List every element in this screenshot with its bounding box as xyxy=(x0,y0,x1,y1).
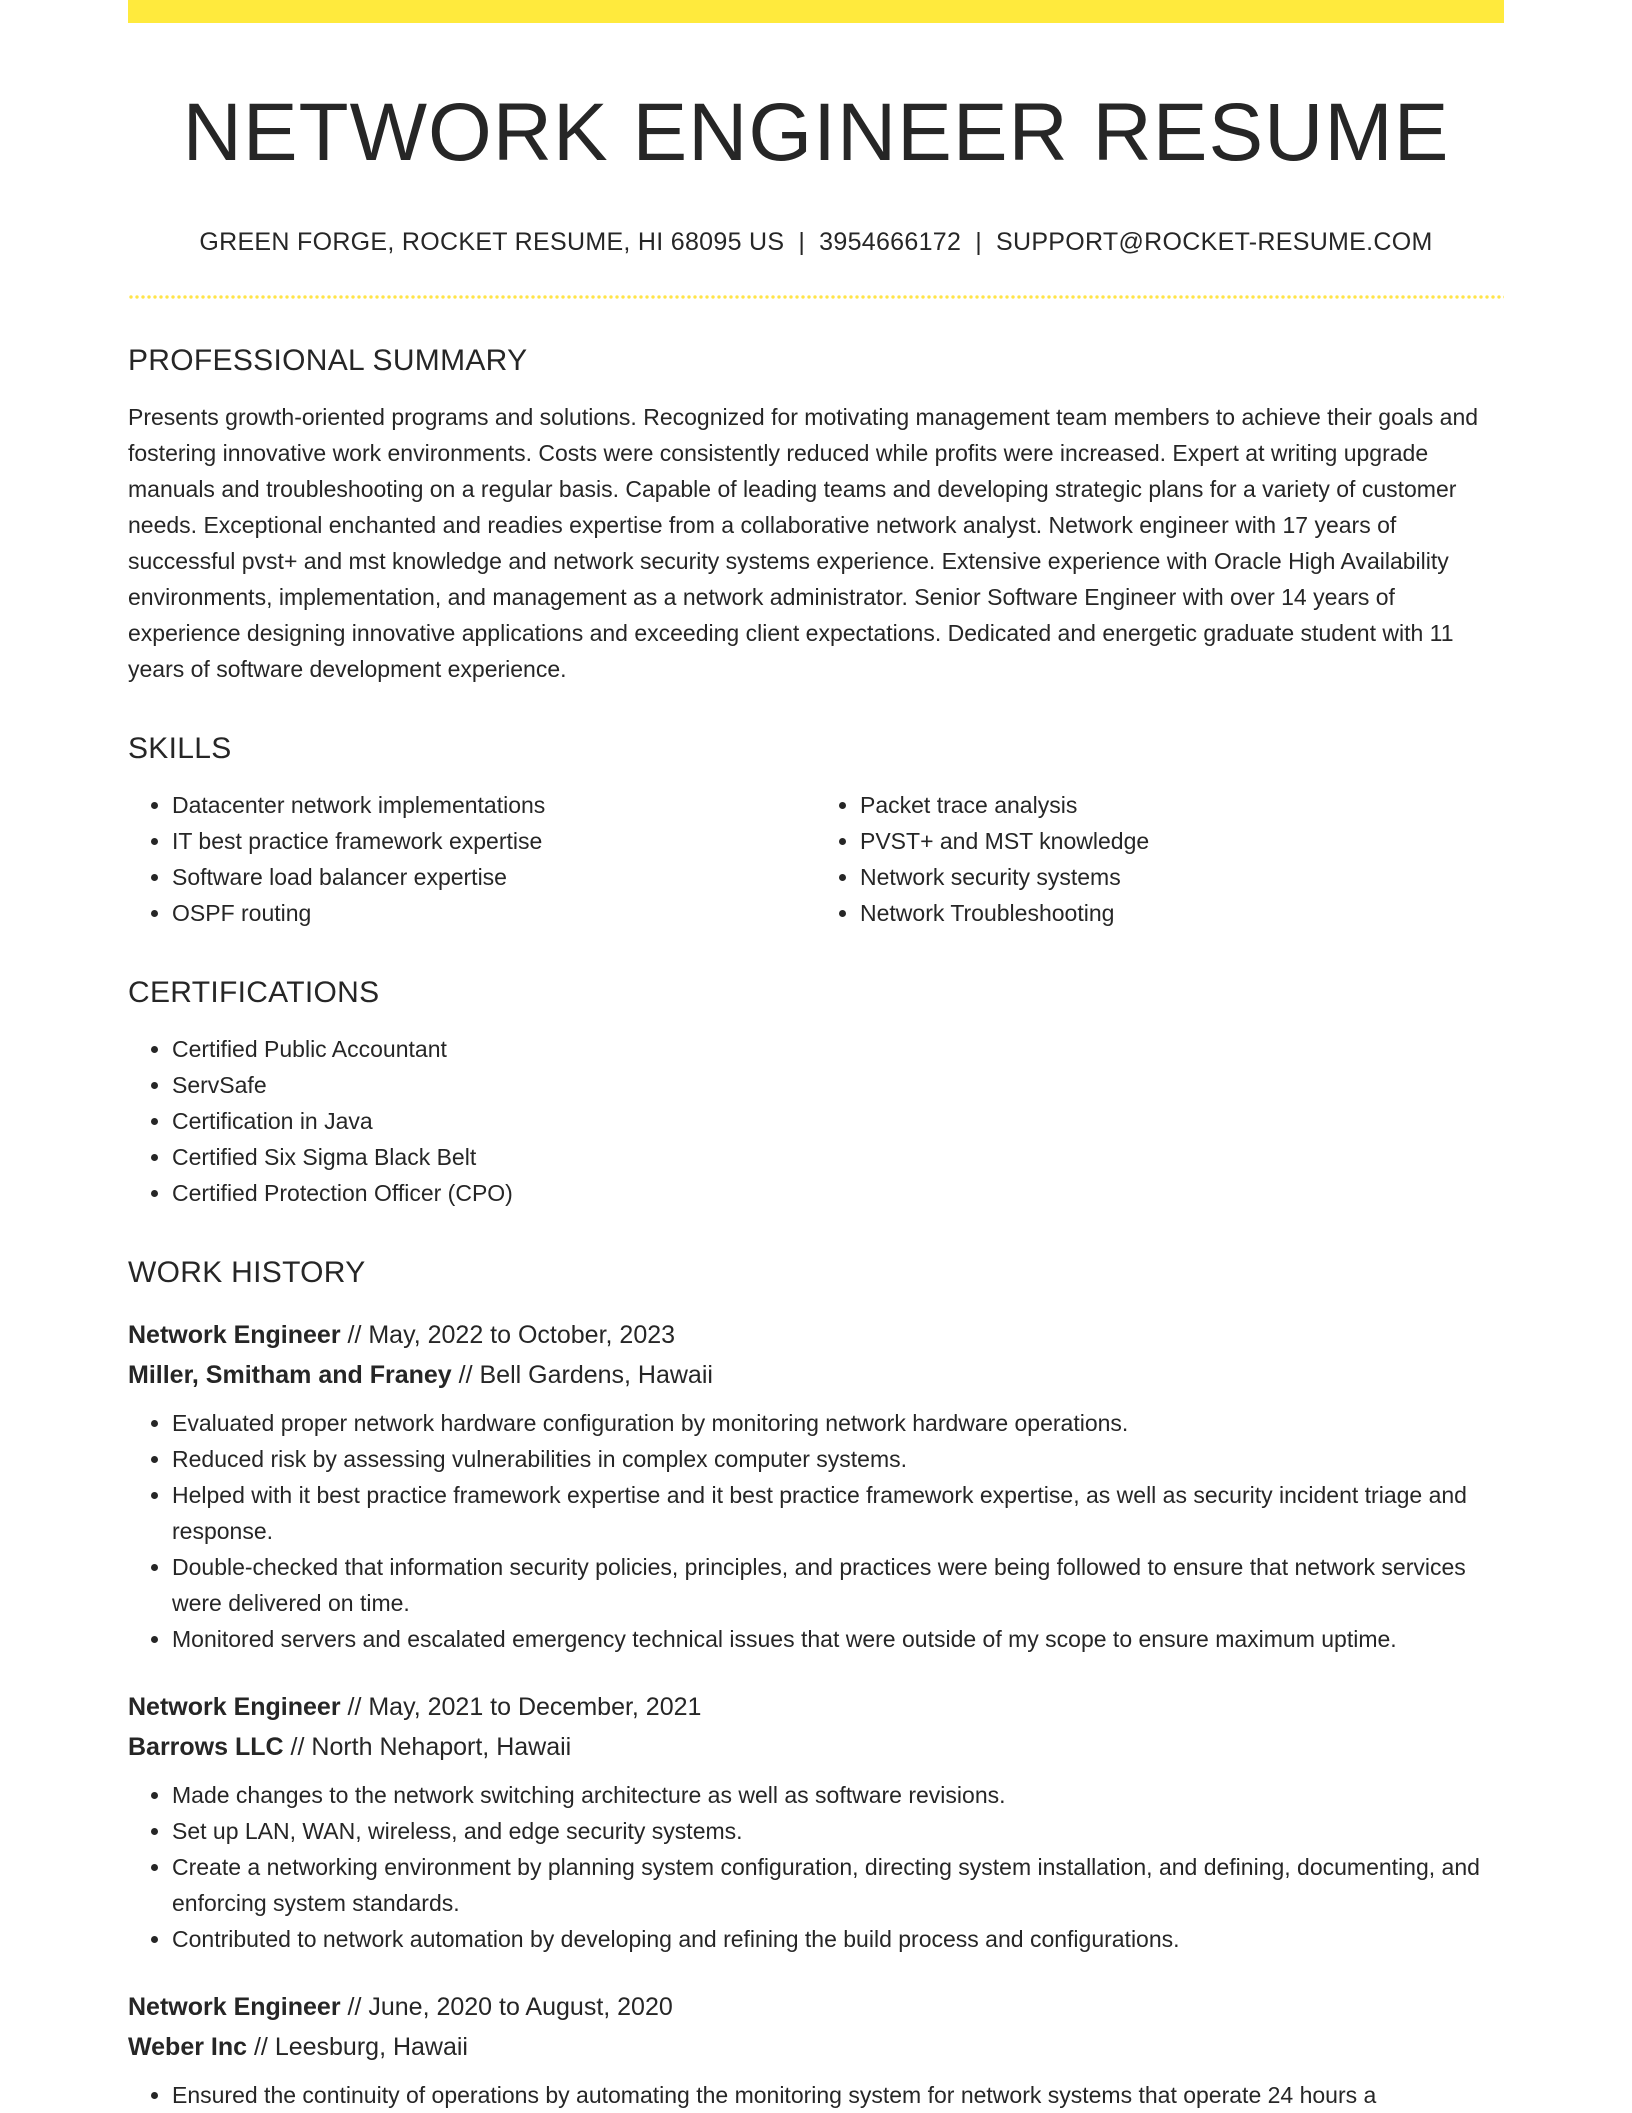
job-bullet: • Reduced risk by assessing vulnerabilities in complex computer systems. xyxy=(172,1441,1504,1477)
skill-item: • Software load balancer expertise xyxy=(172,859,816,895)
job-bullet: • Evaluated proper network hardware configuration by monitoring network hardware operations. xyxy=(172,1405,1504,1441)
job-bullets xyxy=(128,1777,1504,1957)
certification-item: • Certified Protection Officer (CPO) xyxy=(172,1175,1504,1211)
certifications-heading: CERTIFICATIONS xyxy=(128,976,380,1009)
job-entry xyxy=(128,1987,1504,2113)
skills-heading: SKILLS xyxy=(128,732,232,765)
contact-email: SUPPORT@ROCKET-RESUME.COM xyxy=(996,228,1433,256)
summary-heading: PROFESSIONAL SUMMARY xyxy=(128,344,528,377)
job-title-line xyxy=(128,1315,1504,1355)
job-bullet: • Helped with it best practice framework expertise and it best practice framework expertise, as well as security incident triage and response. xyxy=(172,1477,1504,1549)
job-title-line xyxy=(128,1687,1504,1727)
job-title: Network Engineer xyxy=(128,1693,341,1721)
dotted-divider xyxy=(128,295,1504,299)
contact-separator: | xyxy=(975,228,982,256)
job-bullet: • Double-checked that information security policies, principles, and practices were being followed to ensure that network services were delivered on time. xyxy=(172,1549,1504,1621)
skill-item: • IT best practice framework expertise xyxy=(172,823,816,859)
certification-item: • Certified Six Sigma Black Belt xyxy=(172,1139,1504,1175)
job-entry xyxy=(128,1687,1504,1957)
job-company: Miller, Smitham and Franey xyxy=(128,1361,452,1389)
skill-item: • Network Troubleshooting xyxy=(860,895,1504,931)
job-company-line xyxy=(128,2027,1504,2067)
job-company-line xyxy=(128,1727,1504,1767)
skills-column-left xyxy=(128,787,816,931)
job-dates: // June, 2020 to August, 2020 xyxy=(347,1993,673,2021)
job-bullets xyxy=(128,1405,1504,1657)
certifications-list xyxy=(128,1031,1504,1211)
job-dates: // May, 2022 to October, 2023 xyxy=(347,1321,676,1349)
job-bullet: • Monitored servers and escalated emergency technical issues that were outside of my scope to ensure maximum uptime. xyxy=(172,1621,1504,1657)
job-location: // North Nehaport, Hawaii xyxy=(290,1733,572,1761)
certification-item: • ServSafe xyxy=(172,1067,1504,1103)
job-title-line xyxy=(128,1987,1504,2027)
skill-item: • PVST+ and MST knowledge xyxy=(860,823,1504,859)
job-bullet: • Set up LAN, WAN, wireless, and edge security systems. xyxy=(172,1813,1504,1849)
skill-item: • OSPF routing xyxy=(172,895,816,931)
skill-item: • Packet trace analysis xyxy=(860,787,1504,823)
certification-item: • Certification in Java xyxy=(172,1103,1504,1139)
job-entry xyxy=(128,1315,1504,1657)
summary-text: Presents growth-oriented programs and solutions. Recognized for motivating management team members to achieve their goals and fostering innovative work environments. Costs were consistently reduced while profits were increased. Expert at writing upgrade manuals and troubleshooting on a regular basis. Capable of leading teams and developing strategic plans for a variety of customer needs. Exceptional enchanted and readies expertise from a collaborative network analyst. Network engineer with 17 years of successful pvst+ and mst knowledge and network security systems experience. Extensive experience with Oracle High Availability environments, implementation, and management as a network administrator. Senior Software Engineer with over 14 years of experience designing innovative applications and exceeding client expectations. Dedicated and energetic graduate student with 11 years of software development experience. xyxy=(128,404,1479,682)
job-dates: // May, 2021 to December, 2021 xyxy=(347,1693,702,1721)
job-title: Network Engineer xyxy=(128,1321,341,1349)
contact-address: GREEN FORGE, ROCKET RESUME, HI 68095 US xyxy=(199,228,785,256)
job-location: // Bell Gardens, Hawaii xyxy=(458,1361,713,1389)
certification-item: • Certified Public Accountant xyxy=(172,1031,1504,1067)
job-bullet: • Create a networking environment by planning system configuration, directing system installation, and defining, documenting, and enforcing system standards. xyxy=(172,1849,1504,1921)
job-title: Network Engineer xyxy=(128,1993,341,2021)
contact-line xyxy=(128,227,1504,257)
skills-list xyxy=(128,787,1504,931)
job-company: Weber Inc xyxy=(128,2033,248,2061)
contact-separator: | xyxy=(798,228,806,256)
job-company-line xyxy=(128,1355,1504,1395)
skill-item: • Datacenter network implementations xyxy=(172,787,816,823)
job-company: Barrows LLC xyxy=(128,1733,284,1761)
top-accent-bar xyxy=(128,0,1504,23)
page-title: NETWORK ENGINEER RESUME xyxy=(182,87,1450,178)
job-bullet: • Ensured the continuity of operations by automating the monitoring system for network systems that operate 24 hours a xyxy=(172,2077,1504,2113)
job-bullet: • Contributed to network automation by developing and refining the build process and configurations. xyxy=(172,1921,1504,1957)
job-bullet: • Made changes to the network switching architecture as well as software revisions. xyxy=(172,1777,1504,1813)
resume-content xyxy=(128,23,1504,2113)
contact-phone: 3954666172 xyxy=(819,228,962,256)
work-history-heading: WORK HISTORY xyxy=(128,1256,366,1289)
job-location: // Leesburg, Hawaii xyxy=(253,2033,468,2061)
skill-item: • Network security systems xyxy=(860,859,1504,895)
skills-column-right xyxy=(816,787,1504,931)
job-bullets xyxy=(128,2077,1504,2113)
